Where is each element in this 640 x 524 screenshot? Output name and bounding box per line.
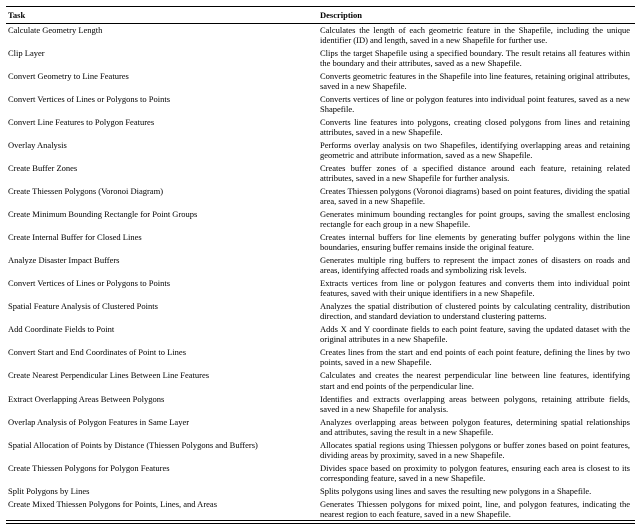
- table-row: [6, 497, 635, 521]
- column-header-task: Task: [6, 7, 318, 24]
- description-cell: Calculates the length of each geometric feature in the Shapefile, including the unique identifier (ID) and length, saved in a new Shapefile for further use.: [320, 25, 630, 46]
- task-cell: Calculate Geometry Length: [8, 25, 103, 36]
- table-row: [6, 208, 635, 231]
- description-cell: Calculates and creates the nearest perpendicular line between line features, identifying start and end points of the perpendicular line.: [320, 370, 630, 391]
- description-cell: Divides space based on proximity to polygon features, ensuring each area is closest to its corresponding feature, saved in a new Shapefile.: [320, 462, 630, 483]
- table-row: [6, 300, 635, 323]
- table-row: [6, 277, 635, 300]
- task-cell: Spatial Allocation of Points by Distance (Thiessen Polygons and Buffers): [8, 439, 258, 450]
- task-cell: Create Nearest Perpendicular Lines Between Line Features: [8, 370, 210, 381]
- description-cell: Generates multiple ring buffers to represent the impact zones of disasters on roads and areas, identifying affected roads and symbolizing risk levels.: [320, 255, 630, 276]
- table-row: [6, 323, 635, 346]
- task-cell: Convert Start and End Coordinates of Point to Lines: [8, 347, 187, 358]
- table-body: [6, 23, 635, 521]
- table-header-row: [6, 7, 635, 24]
- task-cell: Spatial Feature Analysis of Clustered Points: [8, 301, 158, 312]
- description-cell: Allocates spatial regions using Thiessen polygons or buffer zones based on point features, dividing areas by proximity, saved in a new Shapefile.: [320, 439, 630, 460]
- description-cell: Analyzes the spatial distribution of clustered points by calculating centrality, distribution direction, and standard deviation to understand clustering patterns.: [320, 301, 630, 322]
- description-cell: Converts vertices of line or polygon features into individual point features, saved as a new Shapefile.: [320, 94, 630, 115]
- description-cell: Converts line features into polygons, creating closed polygons from lines and retaining attributes, saved in a new Shapefile.: [320, 117, 630, 138]
- task-cell: Add Coordinate Fields to Point: [8, 324, 115, 335]
- table-row: [6, 231, 635, 254]
- task-cell: Overlay Analysis: [8, 140, 67, 151]
- table-row: [6, 415, 635, 438]
- tasks-table: [6, 6, 635, 521]
- table-row: [6, 93, 635, 116]
- task-cell: Create Buffer Zones: [8, 163, 78, 174]
- task-cell: Create Thiessen Polygons (Voronoi Diagram): [8, 186, 164, 197]
- task-cell: Create Minimum Bounding Rectangle for Point Groups: [8, 209, 198, 220]
- description-cell: Adds X and Y coordinate fields to each point feature, saving the updated dataset with the original attributes in a new Shapefile.: [320, 324, 630, 345]
- description-cell: Generates Thiessen polygons for mixed point, line, and polygon features, indicating the nearest region to each feature, saved in a new Shapefile.: [320, 498, 630, 519]
- description-cell: Splits polygons using lines and saves the resulting new polygons in a Shapefile.: [320, 485, 592, 496]
- table-row: [6, 461, 635, 484]
- table-row: [6, 70, 635, 93]
- table-row: [6, 346, 635, 369]
- task-cell: Convert Line Features to Polygon Features: [8, 117, 155, 128]
- description-cell: Creates lines from the start and end points of each point feature, defining the lines by two points, saved in a new Shapefile.: [320, 347, 630, 368]
- table-row: [6, 438, 635, 461]
- table-row: [6, 484, 635, 497]
- description-cell: Clips the target Shapefile using a specified boundary. The result retains all features within the boundary and their attributes, saved as a new Shapefile.: [320, 48, 630, 69]
- task-cell: Extract Overlapping Areas Between Polygons: [8, 393, 165, 404]
- task-cell: Clip Layer: [8, 48, 45, 59]
- description-cell: Creates Thiessen polygons (Voronoi diagrams) based on point features, dividing the spatial area, saved in a new Shapefile.: [320, 186, 630, 207]
- table-row: [6, 116, 635, 139]
- description-cell: Identifies and extracts overlapping areas between polygons, retaining attribute fields, saved in a new Shapefile for analysis.: [320, 393, 630, 414]
- column-header-description: Description: [318, 7, 635, 24]
- task-cell: Convert Vertices of Lines or Polygons to Points: [8, 278, 171, 289]
- description-cell: Converts geometric features in the Shapefile into line features, retaining original attributes, saved in a new Shapefile.: [320, 71, 630, 92]
- paper-table-container: [6, 6, 635, 524]
- table-row: [6, 139, 635, 162]
- task-cell: Analyze Disaster Impact Buffers: [8, 255, 120, 266]
- description-cell: Analyzes overlapping areas between polygon features, determining spatial relationships and attributes, saving the result in a new Shapefile.: [320, 416, 630, 437]
- task-cell: Convert Vertices of Lines or Polygons to Points: [8, 94, 171, 105]
- table-row: [6, 392, 635, 415]
- table-row: [6, 185, 635, 208]
- task-cell: Create Internal Buffer for Closed Lines: [8, 232, 142, 243]
- table-row: [6, 162, 635, 185]
- table-row: [6, 23, 635, 47]
- description-cell: Extracts vertices from line or polygon features and converts them into individual point features, saved with their unique identifiers in a new Shapefile.: [320, 278, 630, 299]
- table-row: [6, 47, 635, 70]
- description-cell: Creates internal buffers for line elements by generating buffer polygons within the line boundaries, ensuring buffer remains inside the original feature.: [320, 232, 630, 253]
- description-cell: Performs overlay analysis on two Shapefiles, identifying overlapping areas and retaining geometric and attribute information, saved as a new Shapefile.: [320, 140, 630, 161]
- task-cell: Overlap Analysis of Polygon Features in Same Layer: [8, 416, 190, 427]
- description-cell: Creates buffer zones of a specified distance around each feature, retaining related attributes, saved in a new Shapefile for further analysis.: [320, 163, 630, 184]
- task-cell: Create Mixed Thiessen Polygons for Points, Lines, and Areas: [8, 498, 218, 509]
- description-cell: Generates minimum bounding rectangles for point groups, saving the smallest enclosing rectangle for each group in a new Shapefile.: [320, 209, 630, 230]
- table-row: [6, 254, 635, 277]
- table-row: [6, 369, 635, 392]
- task-cell: Create Thiessen Polygons for Polygon Features: [8, 462, 170, 473]
- task-cell: Convert Geometry to Line Features: [8, 71, 129, 82]
- task-cell: Split Polygons by Lines: [8, 485, 90, 496]
